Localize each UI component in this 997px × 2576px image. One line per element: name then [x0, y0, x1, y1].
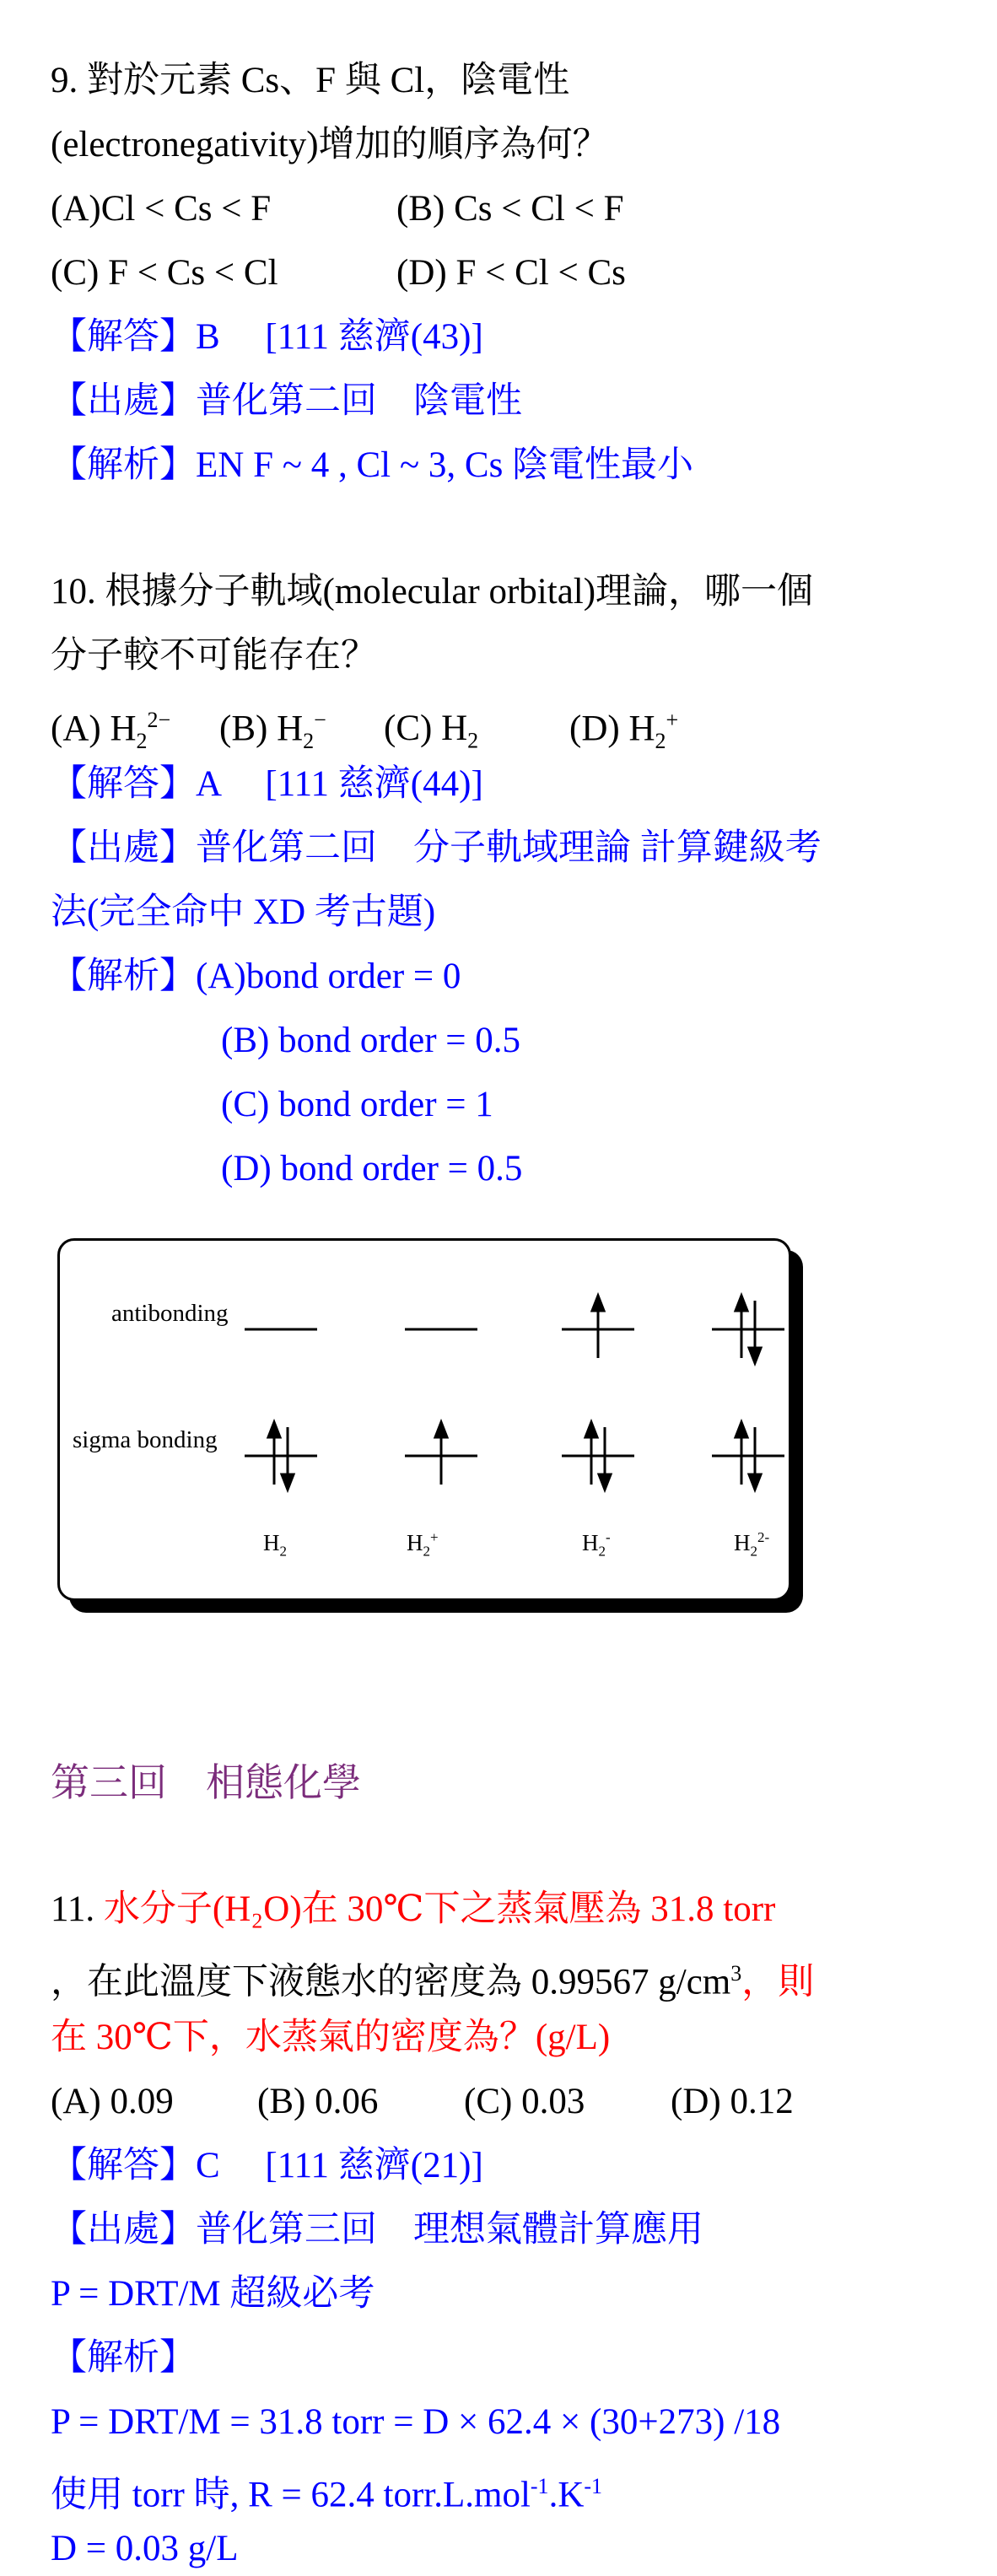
q10-analysis-a: 【解析】(A)bond order = 0: [51, 957, 461, 996]
q9-source: 【出處】普化第二回 陰電性: [51, 381, 522, 421]
q9-stem-line1: 9. 對於元素 Cs、F 與 Cl，陰電性: [51, 61, 570, 100]
q10-option-a: (A) $H_2^{2-}$: [51, 708, 171, 753]
sigma-bonding-label: sigma bonding: [73, 1426, 218, 1453]
molecule-label-h2: $H_2$: [263, 1530, 287, 1560]
q11-formula: P = DRT/M 超級必考: [51, 2274, 375, 2314]
up-arrow-icon: [592, 1296, 604, 1358]
q11-options: [51, 2077, 794, 2127]
q11-calc-line2: 使用 torr 時, R = 62.4 $torr.L.mol^{-1}.K^{-1}$: [51, 2474, 603, 2515]
q10-option-c: (C) $H_2$: [384, 709, 479, 753]
up-arrow-icon: [435, 1422, 447, 1485]
q9-option-c: (C) F < Cs < Cl: [51, 253, 278, 293]
down-arrow-icon: [282, 1427, 294, 1490]
q11-option-c: (C) 0.03: [464, 2082, 585, 2121]
q11-stem-line1: 11. 水分子(H₂O)在 30℃下之蒸氣壓為 31.8 torr: [51, 1889, 776, 1929]
q11-option-d: (D) 0.12: [671, 2082, 794, 2121]
q10-analysis-b: (B) bond order = 0.5: [221, 1021, 521, 1060]
molecule-label-h2-2minus: $H_2^{2-}$: [734, 1529, 770, 1560]
up-arrow-icon: [736, 1296, 747, 1358]
q11-stem-line2: ，在此溫度下液態水的密度為 0.99567 $g/cm^3$，則: [51, 1961, 815, 2002]
q9-options-row2: [51, 248, 626, 299]
q9-analysis: 【解析】EN F ~ 4 , Cl ~ 3, Cs 陰電性最小: [51, 445, 694, 485]
down-arrow-icon: [599, 1427, 611, 1490]
section-title: 第三回 相態化學: [51, 1761, 361, 1804]
q11-stem-line3: 在 30℃下，水蒸氣的密度為？(g/L): [51, 2018, 611, 2057]
q10-option-b: (B) $H_2^-$: [219, 708, 326, 753]
q10-answer: 【解答】A [111 慈濟(44)]: [51, 764, 483, 804]
q10-source-line2: 法(完全命中 XD 考古題): [51, 892, 436, 932]
molecule-label-h2minus: $H_2^-$: [582, 1529, 611, 1560]
q9-option-b: (B) Cs < Cl < F: [396, 189, 624, 229]
q10-analysis-c: (C) bond order = 1: [221, 1085, 493, 1124]
q11-option-a: (A) 0.09: [51, 2082, 174, 2121]
q10-stem-line2: 分子較不可能存在？: [51, 636, 377, 676]
q9-answer: 【解答】B [111 慈濟(43)]: [51, 317, 483, 357]
q11-calc-line3: D = 0.03 g/L: [51, 2529, 239, 2568]
up-arrow-icon: [268, 1422, 280, 1485]
q11-answer: 【解答】C [111 慈濟(21)]: [51, 2146, 483, 2185]
q11-calc-line1: P = DRT/M = 31.8 torr = D × 62.4 × (30+273) /18: [51, 2402, 781, 2442]
q9-option-a: (A)Cl < Cs < F: [51, 189, 272, 229]
molecule-label-h2plus: $H_2^+$: [407, 1529, 439, 1560]
q10-analysis-d: (D) bond order = 0.5: [221, 1149, 523, 1188]
q11-option-b: (B) 0.06: [257, 2082, 379, 2121]
up-arrow-icon: [585, 1422, 597, 1485]
q9-stem-line2: (electronegativity)增加的順序為何？: [51, 125, 609, 164]
q11-analysis-label: 【解析】: [51, 2338, 196, 2378]
q11-source: 【出處】普化第三回 理想氣體計算應用: [51, 2210, 703, 2250]
q10-option-d: (D) $H_2^+$: [569, 708, 679, 753]
q10-source-line1: 【出處】普化第二回 分子軌域理論 計算鍵級考: [51, 828, 822, 868]
down-arrow-icon: [749, 1427, 761, 1490]
q10-options: [51, 695, 678, 767]
q9-options-row1: [51, 184, 624, 234]
mo-diagram: [57, 1238, 806, 1618]
up-arrow-icon: [736, 1422, 747, 1485]
down-arrow-icon: [749, 1301, 761, 1363]
q10-stem-line1: 10. 根據分子軌域(molecular orbital)理論，哪一個: [51, 572, 814, 612]
antibonding-label: antibonding: [111, 1300, 229, 1327]
q9-option-d: (D) F < Cl < Cs: [396, 253, 626, 293]
